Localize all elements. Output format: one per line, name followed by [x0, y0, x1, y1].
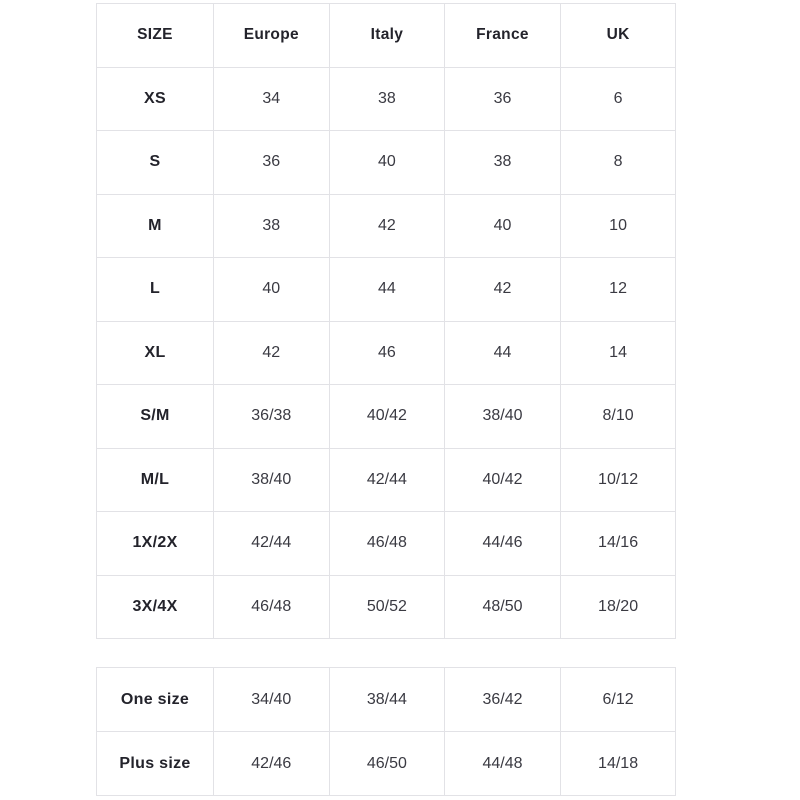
one-size-conversion-table-container [96, 667, 676, 796]
cell-europe: 40 [214, 258, 330, 322]
row-label: XS [97, 67, 214, 131]
cell-italy: 38 [329, 67, 445, 131]
row-label: S/M [97, 385, 214, 449]
cell-italy: 40 [329, 131, 445, 195]
cell-uk: 12 [560, 258, 676, 322]
cell-uk: 14/18 [560, 732, 676, 796]
column-header-europe: Europe [214, 4, 330, 68]
cell-france: 44 [445, 321, 561, 385]
cell-france: 44/46 [445, 512, 561, 576]
table-row [97, 512, 676, 576]
table-row [97, 385, 676, 449]
cell-uk: 10 [560, 194, 676, 258]
cell-uk: 14/16 [560, 512, 676, 576]
column-header-size: SIZE [97, 4, 214, 68]
table-row [97, 258, 676, 322]
cell-france: 36 [445, 67, 561, 131]
cell-france: 40/42 [445, 448, 561, 512]
cell-italy: 42/44 [329, 448, 445, 512]
cell-europe: 42/46 [214, 732, 330, 796]
cell-europe: 36/38 [214, 385, 330, 449]
cell-europe: 34 [214, 67, 330, 131]
cell-uk: 8/10 [560, 385, 676, 449]
cell-france: 48/50 [445, 575, 561, 639]
cell-uk: 8 [560, 131, 676, 195]
row-label: M/L [97, 448, 214, 512]
cell-europe: 42/44 [214, 512, 330, 576]
table-row [97, 194, 676, 258]
table-row [97, 575, 676, 639]
table-body [97, 668, 676, 796]
cell-europe: 42 [214, 321, 330, 385]
size-conversion-table-container [96, 3, 676, 639]
cell-europe: 38/40 [214, 448, 330, 512]
table-body [97, 67, 676, 639]
cell-europe: 46/48 [214, 575, 330, 639]
cell-italy: 46/50 [329, 732, 445, 796]
cell-uk: 18/20 [560, 575, 676, 639]
cell-france: 40 [445, 194, 561, 258]
cell-france: 38/40 [445, 385, 561, 449]
row-label: 1X/2X [97, 512, 214, 576]
cell-france: 36/42 [445, 668, 561, 732]
table-row [97, 448, 676, 512]
cell-france: 44/48 [445, 732, 561, 796]
size-conversion-table [96, 3, 676, 639]
cell-uk: 14 [560, 321, 676, 385]
cell-uk: 10/12 [560, 448, 676, 512]
row-label: Plus size [97, 732, 214, 796]
cell-italy: 38/44 [329, 668, 445, 732]
cell-uk: 6 [560, 67, 676, 131]
row-label: XL [97, 321, 214, 385]
table-header-row [97, 4, 676, 68]
cell-italy: 42 [329, 194, 445, 258]
cell-france: 38 [445, 131, 561, 195]
cell-europe: 38 [214, 194, 330, 258]
row-label: One size [97, 668, 214, 732]
cell-italy: 44 [329, 258, 445, 322]
cell-france: 42 [445, 258, 561, 322]
table-row [97, 321, 676, 385]
row-label: 3X/4X [97, 575, 214, 639]
cell-uk: 6/12 [560, 668, 676, 732]
row-label: L [97, 258, 214, 322]
table-header [97, 4, 676, 68]
table-row [97, 732, 676, 796]
cell-europe: 34/40 [214, 668, 330, 732]
column-header-france: France [445, 4, 561, 68]
cell-europe: 36 [214, 131, 330, 195]
column-header-italy: Italy [329, 4, 445, 68]
row-label: S [97, 131, 214, 195]
row-label: M [97, 194, 214, 258]
table-row [97, 131, 676, 195]
column-header-uk: UK [560, 4, 676, 68]
cell-italy: 50/52 [329, 575, 445, 639]
one-size-conversion-table [96, 667, 676, 796]
cell-italy: 46/48 [329, 512, 445, 576]
table-row [97, 668, 676, 732]
cell-italy: 40/42 [329, 385, 445, 449]
cell-italy: 46 [329, 321, 445, 385]
table-row [97, 67, 676, 131]
